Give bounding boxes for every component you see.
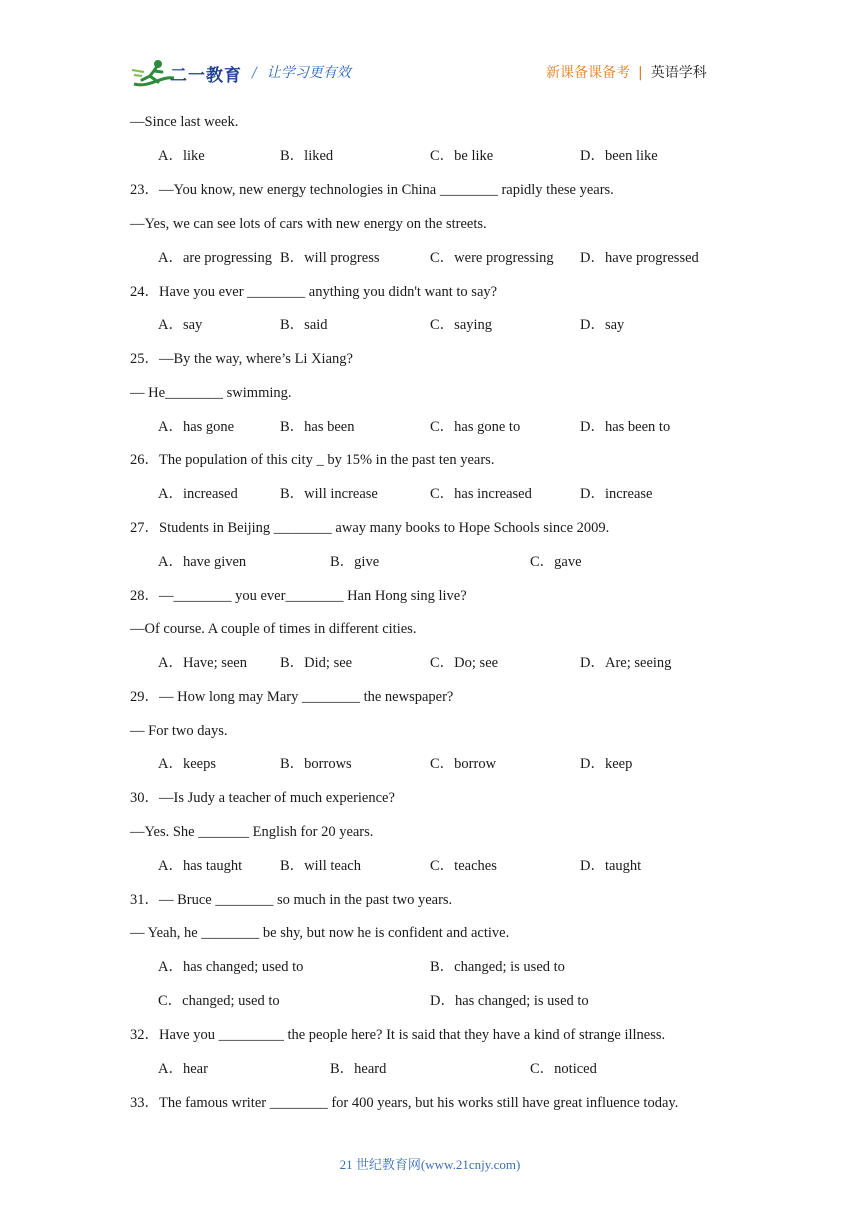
option-b[interactable]: B．said xyxy=(280,317,328,333)
question-line: 33．The famous writer ________ for 400 years, but his works still have great influence today. xyxy=(130,1095,679,1111)
option-d[interactable]: D．taught xyxy=(580,858,642,874)
question-line: 27．Students in Beijing ________ away many books to Hope Schools since 2009. xyxy=(130,520,610,536)
option-a[interactable]: A．say xyxy=(158,317,203,333)
option-c[interactable]: C．changed; used to xyxy=(158,993,280,1009)
option-d[interactable]: D．increase xyxy=(580,486,653,502)
header-divider: | xyxy=(638,65,643,81)
option-c[interactable]: C．saying xyxy=(430,317,493,333)
page-header xyxy=(0,0,860,100)
option-a[interactable]: A．are progressing xyxy=(158,250,272,266)
question-line: — He________ swimming. xyxy=(130,385,292,401)
option-a[interactable]: A．has gone xyxy=(158,419,235,435)
question-line: 28．—________ you ever________ Han Hong sing live? xyxy=(130,588,467,604)
option-a[interactable]: A．increased xyxy=(158,486,238,502)
question-line: 29．— How long may Mary ________ the newspaper? xyxy=(130,689,454,705)
option-c[interactable]: C．gave xyxy=(530,554,582,570)
header-right xyxy=(546,62,707,82)
option-b[interactable]: B．will progress xyxy=(280,250,380,266)
question-line: — Yeah, he ________ be shy, but now he is confident and active. xyxy=(130,925,510,941)
option-d[interactable]: D．has changed; is used to xyxy=(430,993,589,1009)
option-b[interactable]: B．Did; see xyxy=(280,655,353,671)
option-d[interactable]: D．Are; seeing xyxy=(580,655,672,671)
option-a[interactable]: A．has taught xyxy=(158,858,243,874)
option-a[interactable]: A．have given xyxy=(158,554,247,570)
option-b[interactable]: B．has been xyxy=(280,419,355,435)
option-b[interactable]: B．will increase xyxy=(280,486,378,502)
question-line: —Yes. She _______ English for 20 years. xyxy=(130,824,374,840)
option-d[interactable]: D．have progressed xyxy=(580,250,699,266)
option-b[interactable]: B．liked xyxy=(280,148,334,164)
logo-text: 二一教育 xyxy=(170,66,242,86)
option-b[interactable]: B．will teach xyxy=(280,858,361,874)
option-c[interactable]: C．be like xyxy=(430,148,494,164)
question-line: 24．Have you ever ________ anything you didn't want to say? xyxy=(130,284,498,300)
question-line: 30．—Is Judy a teacher of much experience? xyxy=(130,790,395,806)
option-c[interactable]: C．borrow xyxy=(430,756,497,772)
option-c[interactable]: C．were progressing xyxy=(430,250,554,266)
question-line: —Of course. A couple of times in different cities. xyxy=(130,621,417,637)
option-d[interactable]: D．has been to xyxy=(580,419,671,435)
option-b[interactable]: B．heard xyxy=(330,1061,387,1077)
option-a[interactable]: A．like xyxy=(158,148,205,164)
question-line: 23．—You know, new energy technologies in China ________ rapidly these years. xyxy=(130,182,614,198)
option-c[interactable]: C．Do; see xyxy=(430,655,499,671)
page-footer: 21 世纪教育网(www.21cnjy.com) xyxy=(339,1157,521,1172)
header-org: 新课备课备考 xyxy=(546,65,630,81)
option-c[interactable]: C．has increased xyxy=(430,486,532,502)
option-c[interactable]: C．teaches xyxy=(430,858,497,874)
option-d[interactable]: D．say xyxy=(580,317,625,333)
option-a[interactable]: A．has changed; used to xyxy=(158,959,304,975)
question-line: 32．Have you _________ the people here? It is said that they have a kind of strange illness. xyxy=(130,1027,666,1043)
option-a[interactable]: A．Have; seen xyxy=(158,655,247,671)
slogan: / 让学习更有效 xyxy=(252,65,351,81)
question-line: 31．— Bruce ________ so much in the past two years. xyxy=(130,892,453,908)
option-b[interactable]: B．changed; is used to xyxy=(430,959,565,975)
option-b[interactable]: B．give xyxy=(330,554,380,570)
option-c[interactable]: C．noticed xyxy=(530,1061,597,1077)
question-line: — For two days. xyxy=(130,723,228,739)
question-line: —Since last week. xyxy=(130,114,239,130)
slogan-text: 让学习更有效 xyxy=(266,65,351,81)
option-a[interactable]: A．keeps xyxy=(158,756,216,772)
question-line: 25．—By the way, where’s Li Xiang? xyxy=(130,351,353,367)
option-d[interactable]: D．been like xyxy=(580,148,658,164)
question-line: 26．The population of this city _ by 15% in the past ten years. xyxy=(130,452,495,468)
option-a[interactable]: A．hear xyxy=(158,1061,208,1077)
header-subject: 英语学科 xyxy=(650,65,707,81)
option-c[interactable]: C．has gone to xyxy=(430,419,521,435)
option-b[interactable]: B．borrows xyxy=(280,756,352,772)
question-line: —Yes, we can see lots of cars with new energy on the streets. xyxy=(130,216,487,232)
option-d[interactable]: D．keep xyxy=(580,756,633,772)
